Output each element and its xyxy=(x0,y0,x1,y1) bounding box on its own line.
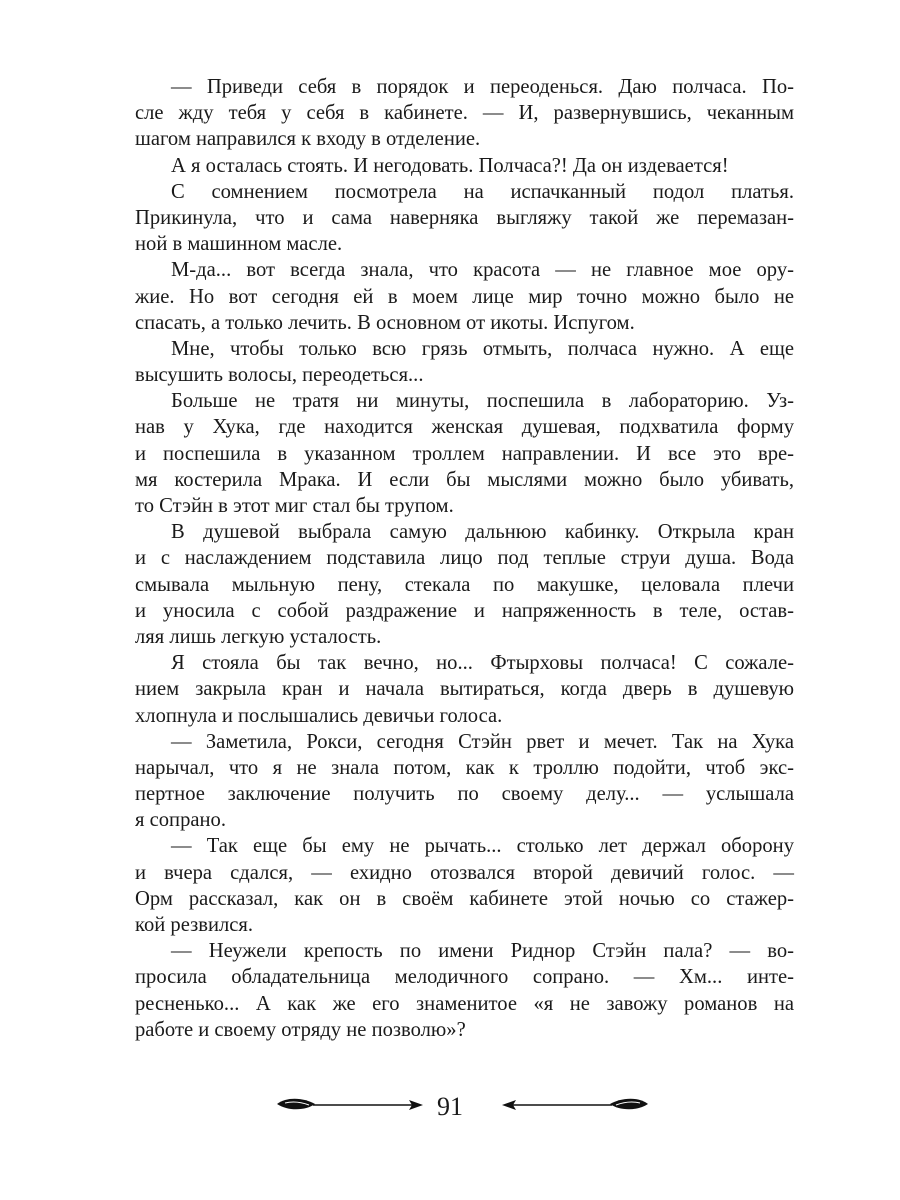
paragraph xyxy=(135,179,794,258)
right-feather-arrow-icon xyxy=(500,1094,650,1120)
text-line: кой резвился. xyxy=(135,914,254,936)
paragraph xyxy=(135,336,794,388)
left-feather-arrow-icon xyxy=(275,1094,425,1120)
text-line: А я осталась стоять. И негодовать. Полчаса?! Да он издевается! xyxy=(171,154,729,177)
page-footer xyxy=(0,1090,900,1130)
text-line: сле жду тебя у себя в кабинете. — И, развернувшись, чеканным xyxy=(135,102,794,125)
text-line: — Заметила, Рокси, сегодня Стэйн рвет и мечет. Так на Хука xyxy=(171,730,794,753)
text-line: шагом направился к входу в отделение. xyxy=(135,128,481,151)
text-line: Мне, чтобы только всю грязь отмыть, полчаса нужно. А еще xyxy=(171,337,794,360)
text-line: я сопрано. xyxy=(135,809,226,832)
text-line: нарычал, что я не знала потом, как к троллю подойти, чтоб экс- xyxy=(135,756,794,779)
text-line: — Приведи себя в порядок и переоденься. Даю полчаса. По- xyxy=(171,76,794,98)
text-line: мя костерила Мрака. И если бы мыслями можно было убивать, xyxy=(135,468,794,491)
text-line: и поспешила в указанном троллем направлении. И все это вре- xyxy=(135,442,794,465)
text-line: Я стояла бы так вечно, но... Фтырховы полчаса! С сожале- xyxy=(171,652,794,675)
paragraph xyxy=(135,257,794,336)
text-line: ной в машинном масле. xyxy=(135,233,343,256)
text-line: нав у Хука, где находится женская душевая, подхватила форму xyxy=(135,416,794,439)
text-line: ляя лишь легкую усталость. xyxy=(135,625,382,648)
paragraph xyxy=(135,729,794,834)
text-line: Прикинула, что и сама наверняка выгляжу такой же перемазан- xyxy=(135,206,794,229)
text-line: смывала мыльную пену, стекала по макушке, целовала плечи xyxy=(135,573,794,596)
text-line: — Неужели крепость по имени Риднор Стэйн пала? — во- xyxy=(171,940,794,963)
paragraph xyxy=(135,74,794,153)
paragraph xyxy=(135,833,794,938)
text-line: С сомнением посмотрела на испачканный подол платья. xyxy=(171,180,794,203)
page-number: 91 xyxy=(437,1092,463,1121)
text-line: Больше не тратя ни минуты, поспешила в лабораторию. Уз- xyxy=(171,390,794,413)
paragraph xyxy=(135,938,794,1043)
text-line: спасать, а только лечить. В основном от икоты. Испугом. xyxy=(135,311,635,334)
text-line: высушить волосы, переодеться... xyxy=(135,364,424,387)
paragraph xyxy=(135,153,794,179)
text-line: и вчера сдался, — ехидно отозвался второй девичий голос. — xyxy=(135,861,794,884)
text-line: просила обладательница мелодичного сопрано. — Хм... инте- xyxy=(135,966,794,989)
paragraph xyxy=(135,388,794,519)
text-line: и с наслаждением подставила лицо под теплые струи душа. Вода xyxy=(135,547,794,570)
text-line: пертное заключение получить по своему делу... — услышала xyxy=(135,783,794,806)
text-line: Орм рассказал, как он в своём кабинете этой ночью со стажер- xyxy=(135,887,794,910)
paragraph xyxy=(135,519,794,650)
text-line: ресненько... А как же его знаменитое «я не завожу романов на xyxy=(135,992,794,1015)
text-line: и уносила с собой раздражение и напряженность в теле, остав- xyxy=(135,599,794,622)
text-line: нием закрыла кран и начала вытираться, когда дверь в душевую xyxy=(135,678,794,701)
text-line: то Стэйн в этот миг стал бы трупом. xyxy=(135,495,454,517)
text-line: работе и своему отряду не позволю»? xyxy=(135,1018,466,1041)
text-line: В душевой выбрала самую дальнюю кабинку. Открыла кран xyxy=(171,521,794,544)
paragraph xyxy=(135,650,794,729)
page-body xyxy=(135,74,794,1043)
text-line: хлопнула и послышались девичьи голоса. xyxy=(135,704,503,727)
text-line: жие. Но вот сегодня ей в моем лице мир точно можно было не xyxy=(135,285,794,308)
text-line: М-да... вот всегда знала, что красота — не главное мое ору- xyxy=(171,259,794,282)
text-line: — Так еще бы ему не рычать... столько лет держал оборону xyxy=(171,835,794,858)
